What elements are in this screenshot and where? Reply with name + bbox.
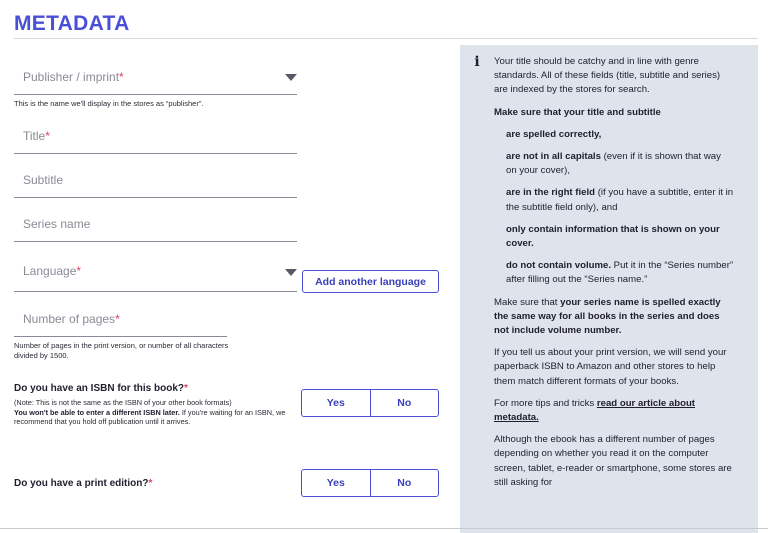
print-edition-no-button[interactable]: No	[370, 470, 439, 496]
publisher-helper: This is the name we'll display in the stores as “publisher”.	[14, 99, 204, 108]
isbn-note: (Note: This is not the same as the ISBN of your other book formats) You won't be able to enter a different ISBN later. If you're waiting for an ISBN, we recommend that you hold off publication until it arrives.	[14, 398, 286, 426]
help-bullet-spelled: are spelled correctly,	[506, 128, 602, 140]
help-panel	[460, 45, 758, 533]
help-bullet-capitals: are not in all capitals (even if it is shown that way on your cover),	[506, 151, 721, 177]
bottom-divider	[0, 528, 768, 529]
isbn-yes-button[interactable]: Yes	[326, 397, 345, 409]
publisher-select[interactable]	[14, 58, 297, 95]
help-bullet-field: are in the right field (if you have a subtitle, enter it in the subtitle field only), and	[506, 187, 734, 213]
help-bullet-cover: only contain information that is shown on your cover.	[506, 223, 720, 250]
language-label: Language*	[23, 264, 82, 278]
help-intro: Your title should be catchy and in line with genre standards. All of these fields (title, subtitle and series) are indexed by the stores for search.	[494, 56, 721, 96]
print-edition-question: Do you have a print edition?*	[14, 478, 153, 489]
help-text	[494, 55, 734, 498]
title-input[interactable]	[14, 122, 297, 154]
help-series: Make sure that your series name is spelled exactly the same way for all books in the series and does not include volume number.	[494, 296, 721, 337]
add-language-button[interactable]: Add another language	[302, 270, 439, 293]
subtitle-input[interactable]	[14, 166, 297, 198]
title-label: Title*	[23, 129, 50, 143]
help-bullet-volume: do not contain volume. Put it in the “Series number” after filling out the “Series name.”	[506, 260, 734, 286]
series-name-label: Series name	[23, 217, 91, 231]
info-icon: i	[474, 54, 480, 70]
isbn-toggle[interactable]	[301, 389, 439, 417]
series-name-input[interactable]	[14, 210, 297, 242]
chevron-down-icon	[285, 74, 297, 81]
page-title: METADATA	[14, 12, 130, 35]
isbn-no-button[interactable]: No	[370, 390, 439, 416]
publisher-label: Publisher / imprint*	[23, 70, 124, 84]
title-divider	[14, 38, 758, 39]
chevron-down-icon	[285, 269, 297, 276]
help-make-sure: Make sure that your title and subtitle	[494, 106, 661, 118]
metadata-article-link[interactable]: read our article about metadata.	[494, 397, 695, 424]
isbn-question: Do you have an ISBN for this book?*	[14, 383, 188, 394]
pages-helper: Number of pages in the print version, or number of all characters divided by 1500.	[14, 341, 229, 360]
subtitle-label: Subtitle	[23, 173, 64, 187]
language-select[interactable]	[14, 256, 297, 292]
number-of-pages-label: Number of pages*	[23, 312, 120, 326]
help-print-info: If you tell us about your print version, we will send your paperback ISBN to Amazon and other stores to help them match different formats of your books.	[494, 347, 727, 387]
help-tips: For more tips and tricks read our article about metadata.	[494, 397, 695, 424]
print-edition-toggle[interactable]	[301, 469, 439, 497]
number-of-pages-input[interactable]	[14, 306, 227, 337]
print-edition-yes-button[interactable]: Yes	[326, 477, 345, 489]
help-ebook: Although the ebook has a different number of pages depending on whether you read it on the computer screen, tablet, e-reader or smartphone, some stores are still asking for	[494, 434, 732, 488]
